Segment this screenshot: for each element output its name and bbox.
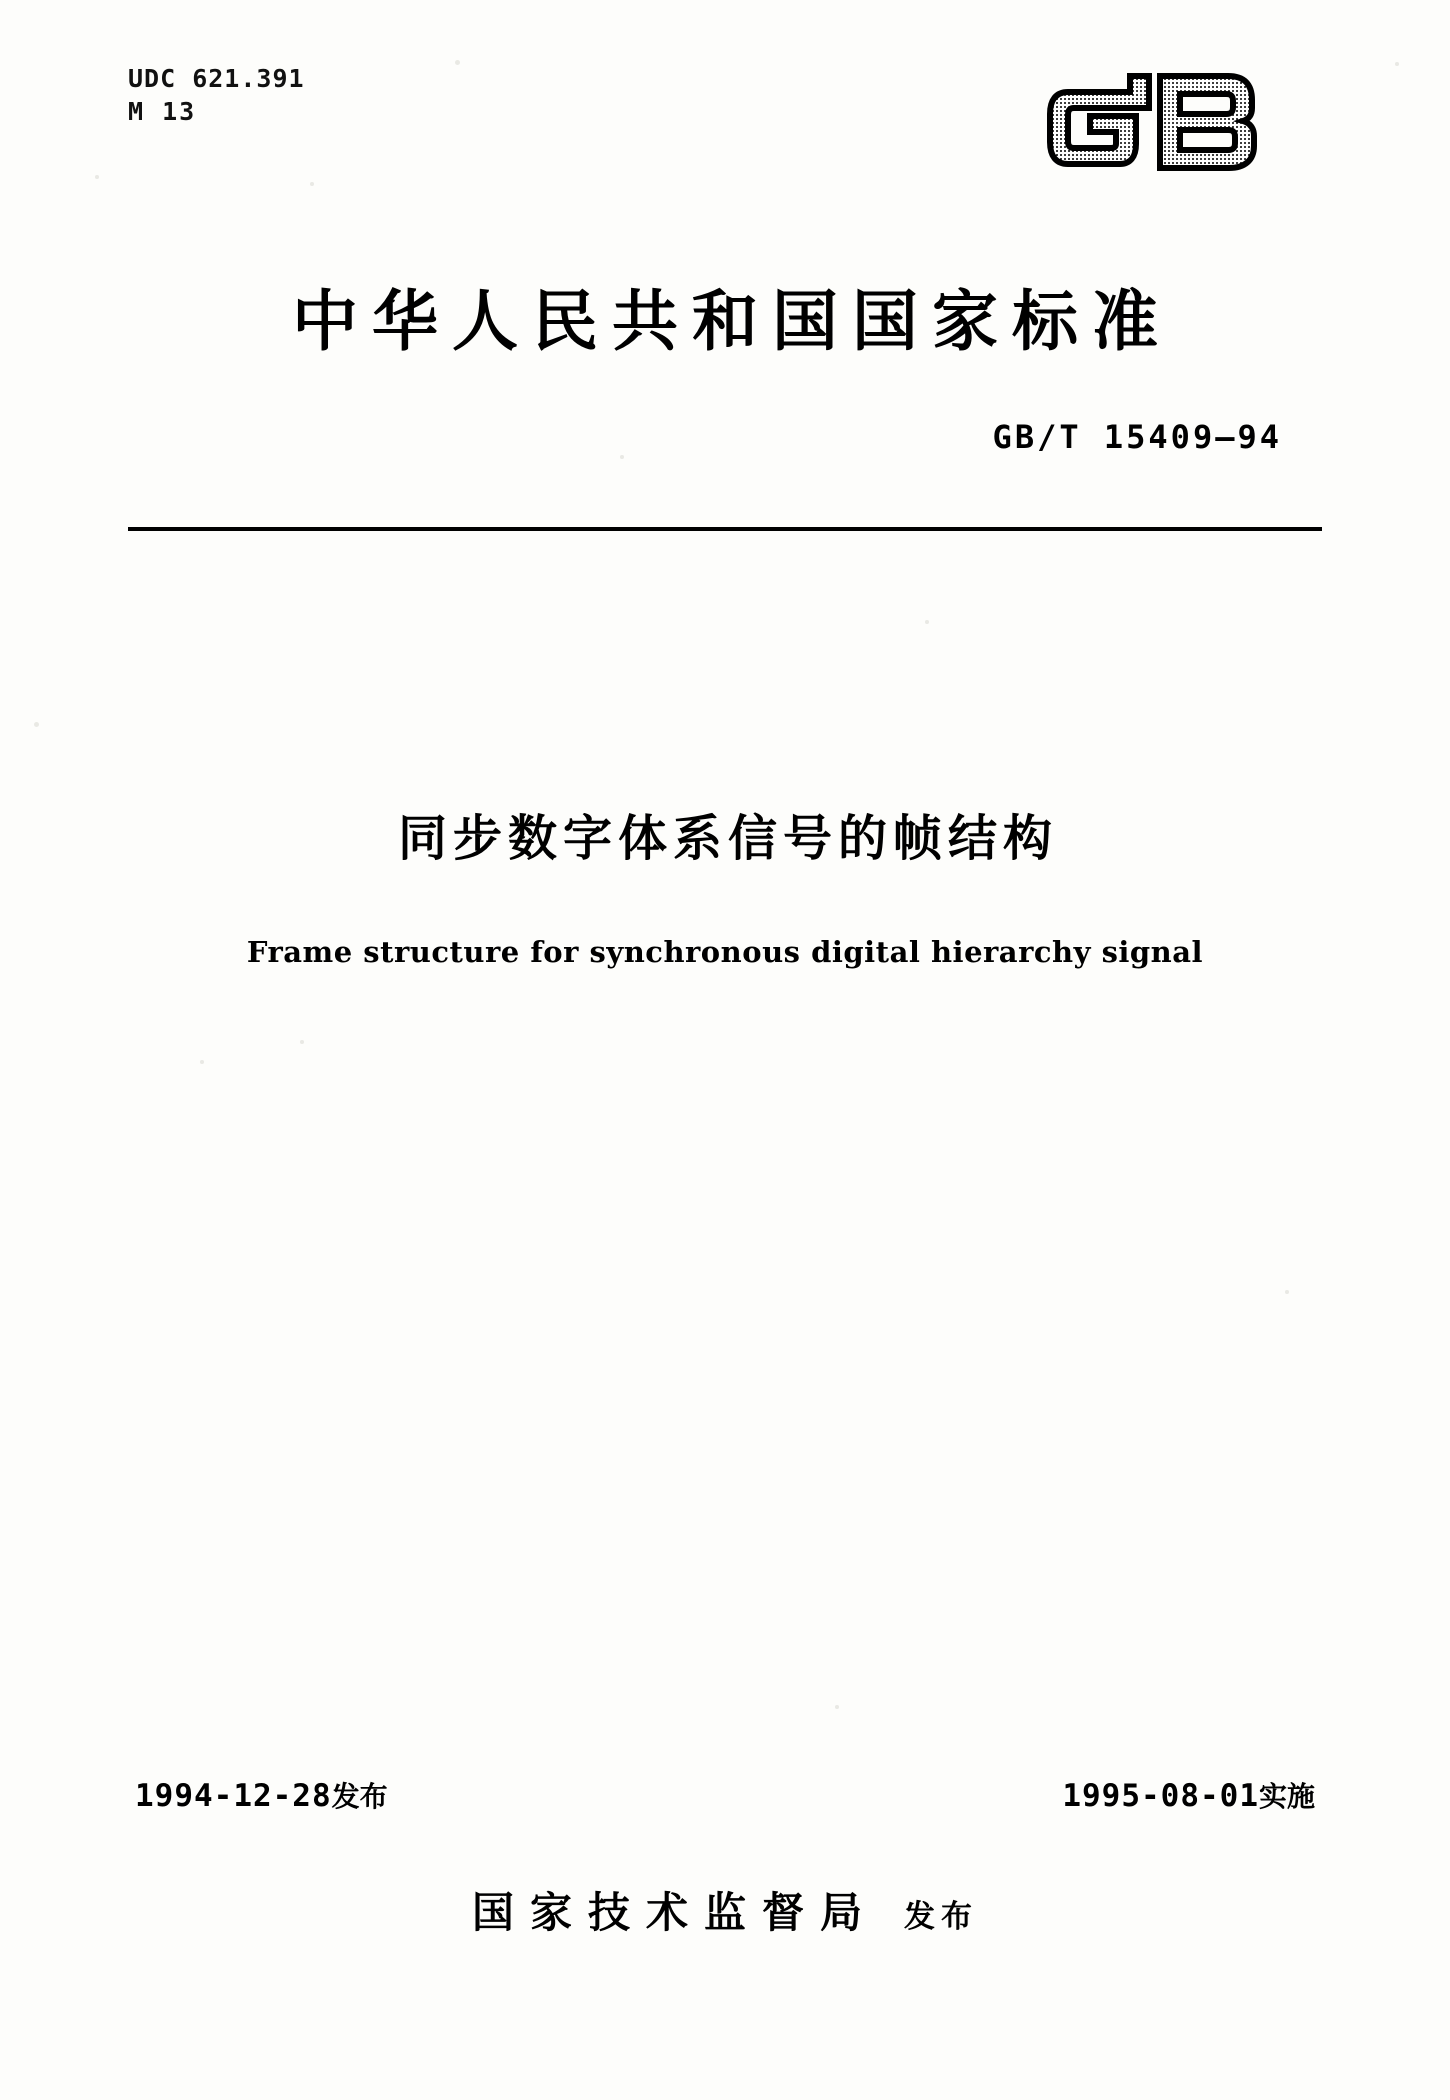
gb-emblem-icon [1012, 62, 1282, 192]
effective-date [1062, 1775, 1315, 1815]
paper-speckle [1285, 1290, 1289, 1294]
effective-date-suffix: 实施 [1258, 1780, 1315, 1813]
paper-speckle [200, 1060, 204, 1064]
paper-speckle [455, 60, 460, 65]
issue-date-value: 1994-12-28 [135, 1778, 332, 1814]
header-divider [128, 527, 1322, 531]
udc-line-1: UDC 621.391 [128, 64, 305, 93]
udc-classification-block [128, 62, 305, 128]
issuer-organization: 国家技术监督局 [471, 1888, 878, 1937]
page-title: 中华人民共和国国家标准 [292, 283, 1172, 360]
paper-speckle [1395, 62, 1399, 66]
paper-speckle [620, 455, 624, 459]
issue-date [135, 1775, 388, 1815]
document-title-chinese: 同步数字体系信号的帧结构 [397, 810, 1058, 867]
document-title-english: Frame structure for synchronous digital hierarchy signal [246, 935, 1204, 969]
paper-speckle [34, 722, 39, 727]
standard-number: GB/T 15409—94 [992, 418, 1282, 456]
paper-speckle [310, 182, 314, 186]
issuer-verb: 发布 [904, 1899, 978, 1935]
udc-line-2: M 13 [128, 97, 197, 126]
paper-speckle [835, 1705, 839, 1709]
paper-speckle [300, 1040, 304, 1044]
paper-speckle [95, 175, 99, 179]
effective-date-value: 1995-08-01 [1062, 1778, 1259, 1814]
paper-speckle [925, 620, 929, 624]
issue-date-suffix: 发布 [331, 1780, 388, 1813]
issuer-row [0, 1880, 1450, 1940]
